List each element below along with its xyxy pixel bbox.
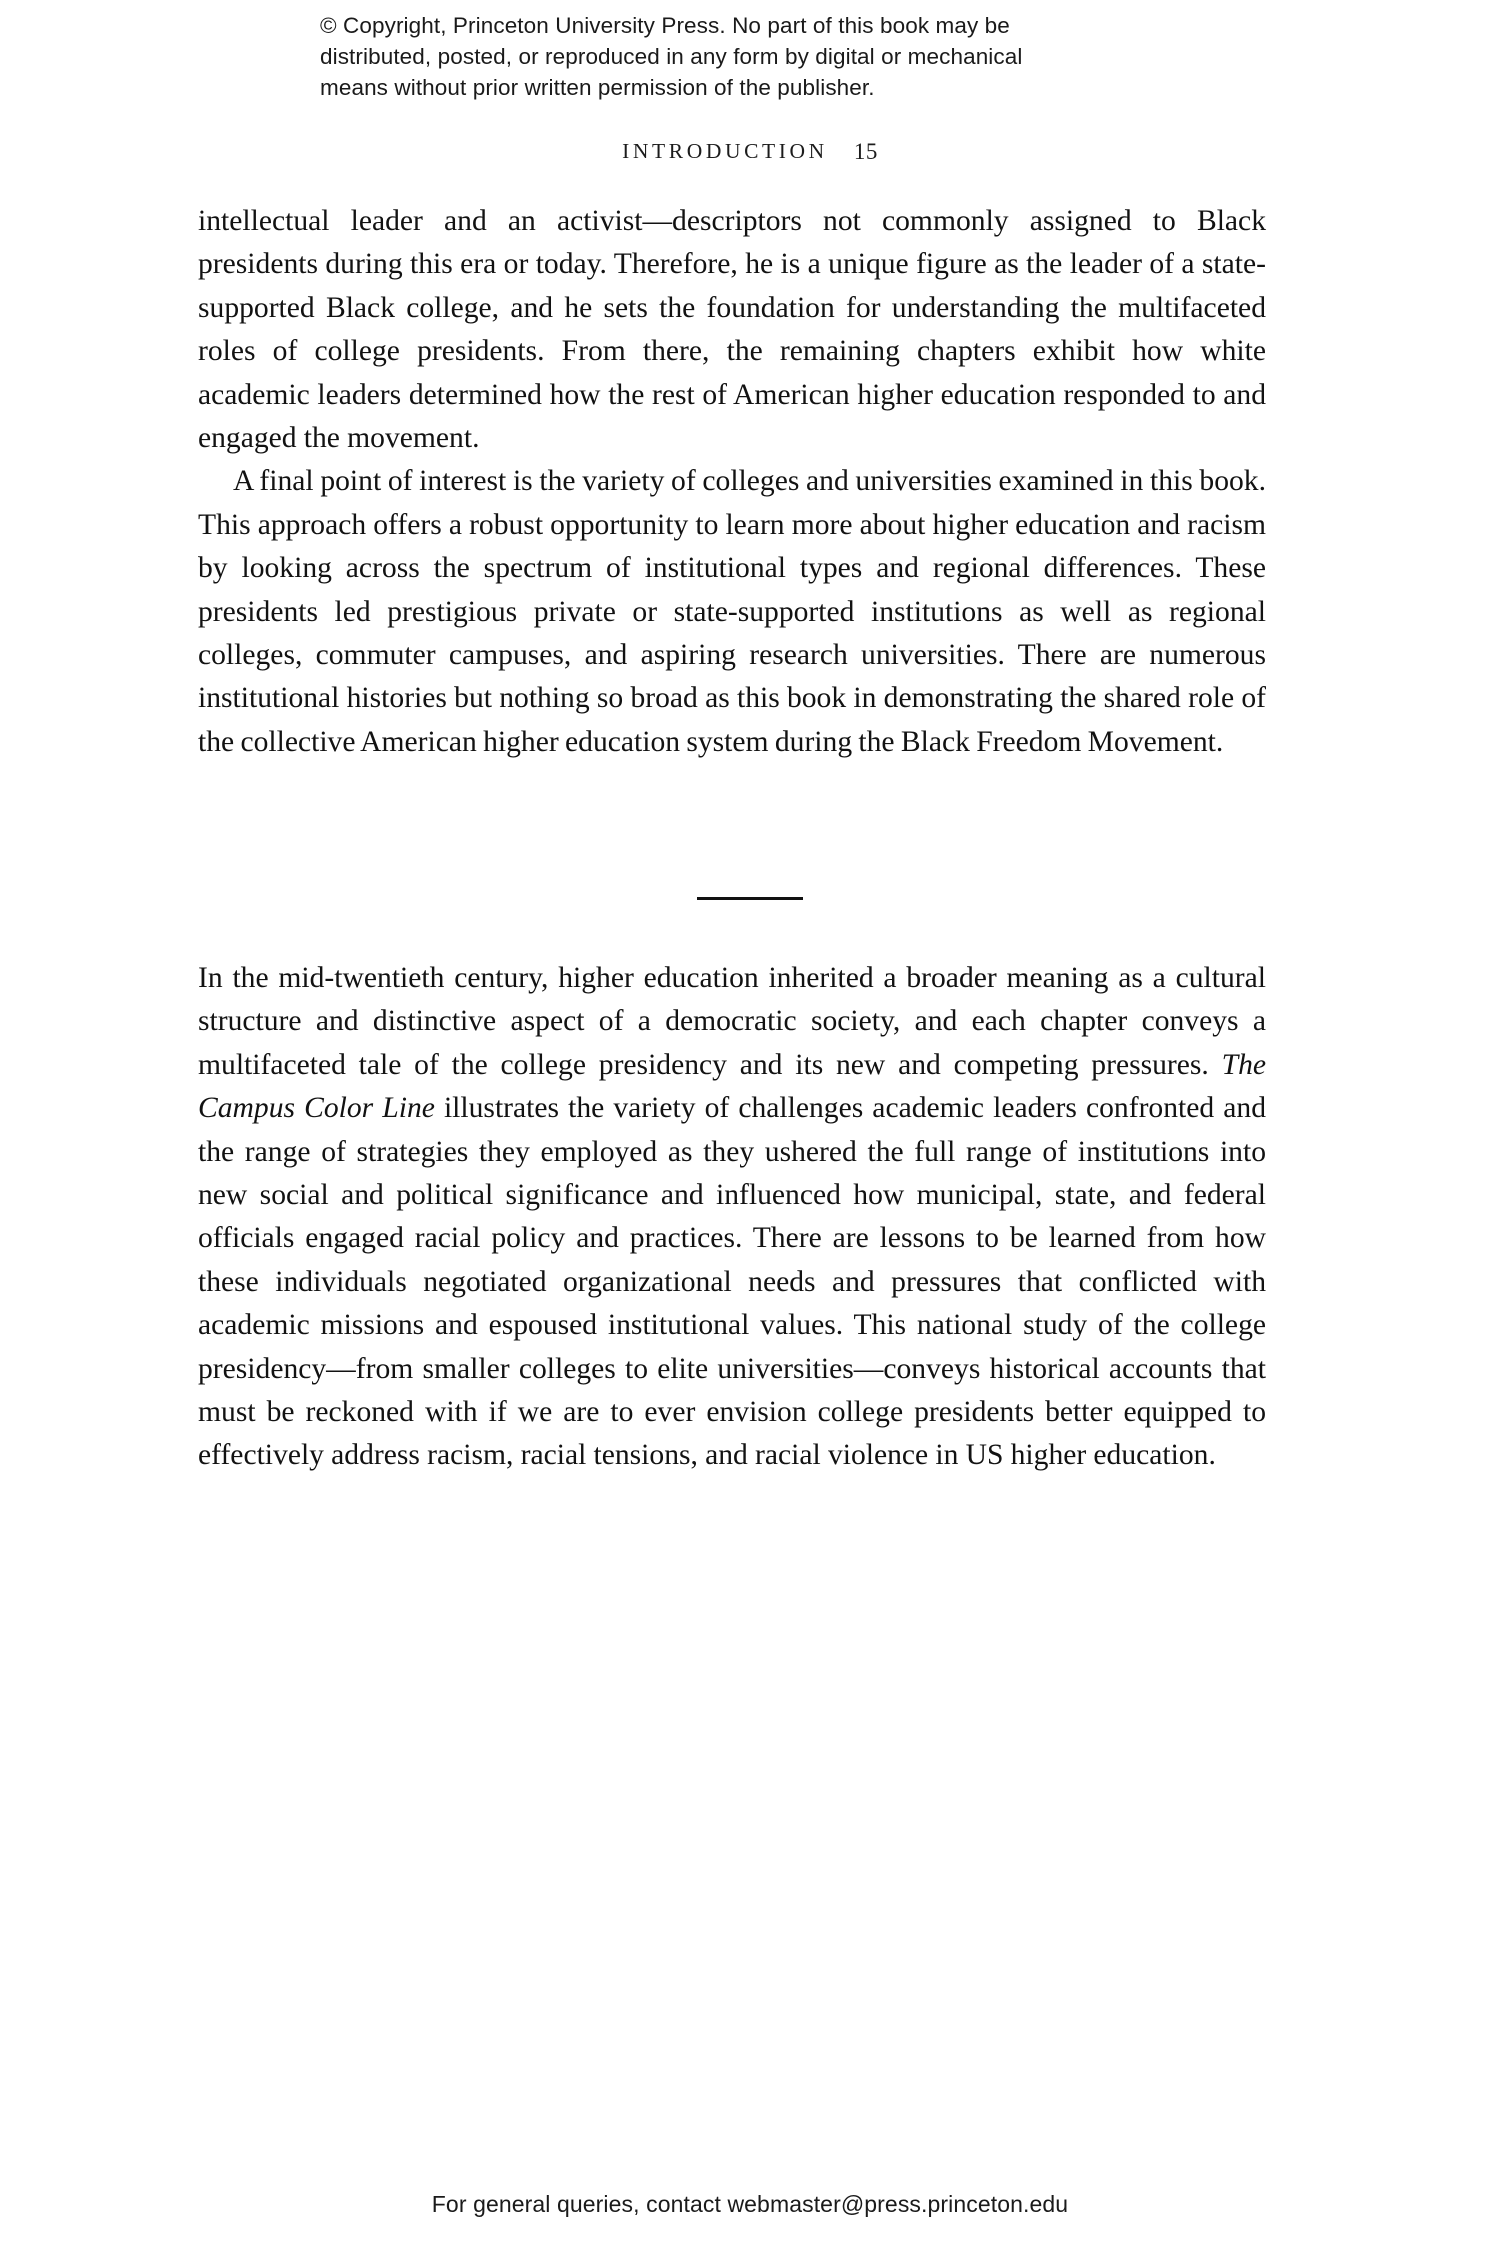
copyright-line-3: means without prior written permission of the publisher. <box>320 75 875 100</box>
book-title-italic: The Campus Color Line <box>198 1048 1266 1125</box>
running-head-title: INTRODUCTION <box>622 139 828 163</box>
body-paragraph-1: intellectual leader and an activist—descriptors not commonly assigned to Black presidents during this era or today. Therefore, he is a unique figure as the leader of a state-supported Black college, and he sets the foundation for understanding the multifaceted roles of college presidents. From there, the remaining chapters exhibit how white academic leaders determined how the rest of American higher education responded to and engaged the movement. <box>198 205 1266 455</box>
running-head <box>0 138 1500 164</box>
section-break <box>0 889 1500 905</box>
copyright-line-2: distributed, posted, or reproduced in any form by digital or mechanical <box>320 44 1023 69</box>
text-column-upper <box>198 200 1266 764</box>
text-column-lower <box>198 957 1266 1478</box>
copyright-line-1: © Copyright, Princeton University Press. No part of this book may be <box>320 13 1010 38</box>
page-footer <box>0 2191 1500 2218</box>
section-break-rule <box>697 897 803 900</box>
page-number: 15 <box>853 139 878 164</box>
body-paragraph-3 <box>198 957 1266 1478</box>
paragraph-3-text-after-title: illustrates the variety of challenges academic leaders confronted and the range of strategies they employed as they ushered the full range of institutions into new social and political significance and influenced how municipal, state, and federal officials engaged racial policy and practices. There are lessons to be learned from how these individuals negotiated organizational needs and pressures that conflicted with academic missions and espoused institutional values. This national study of the college presidency—from smaller colleges to elite universities—conveys historical accounts that must be reckoned with if we are to ever envision college presidents better equipped to effectively address racism, racial tensions, and racial violence in US higher education. <box>198 1092 1266 1472</box>
footer-contact-text: For general queries, contact webmaster@press.princeton.edu <box>431 2191 1069 2217</box>
copyright-notice <box>320 10 1160 103</box>
paragraph-3-text-before-title: In the mid-twentieth century, higher education inherited a broader meaning as a cultural structure and distinctive aspect of a democratic society, and each chapter conveys a multifaceted tale of the college presidency and its new and competing pressures. <box>198 962 1266 1081</box>
body-paragraph-2: A final point of interest is the variety of colleges and universities examined in this book. This approach offers a robust opportunity to learn more about higher education and racism by looking across the spectrum of institutional types and regional differences. These presidents led prestigious private or state-supported institutions as well as regional colleges, commuter campuses, and aspiring research universities. There are numerous institutional histories but nothing so broad as this book in demonstrating the shared role of the collective American higher education system during the Black Freedom Movement. <box>198 465 1266 758</box>
